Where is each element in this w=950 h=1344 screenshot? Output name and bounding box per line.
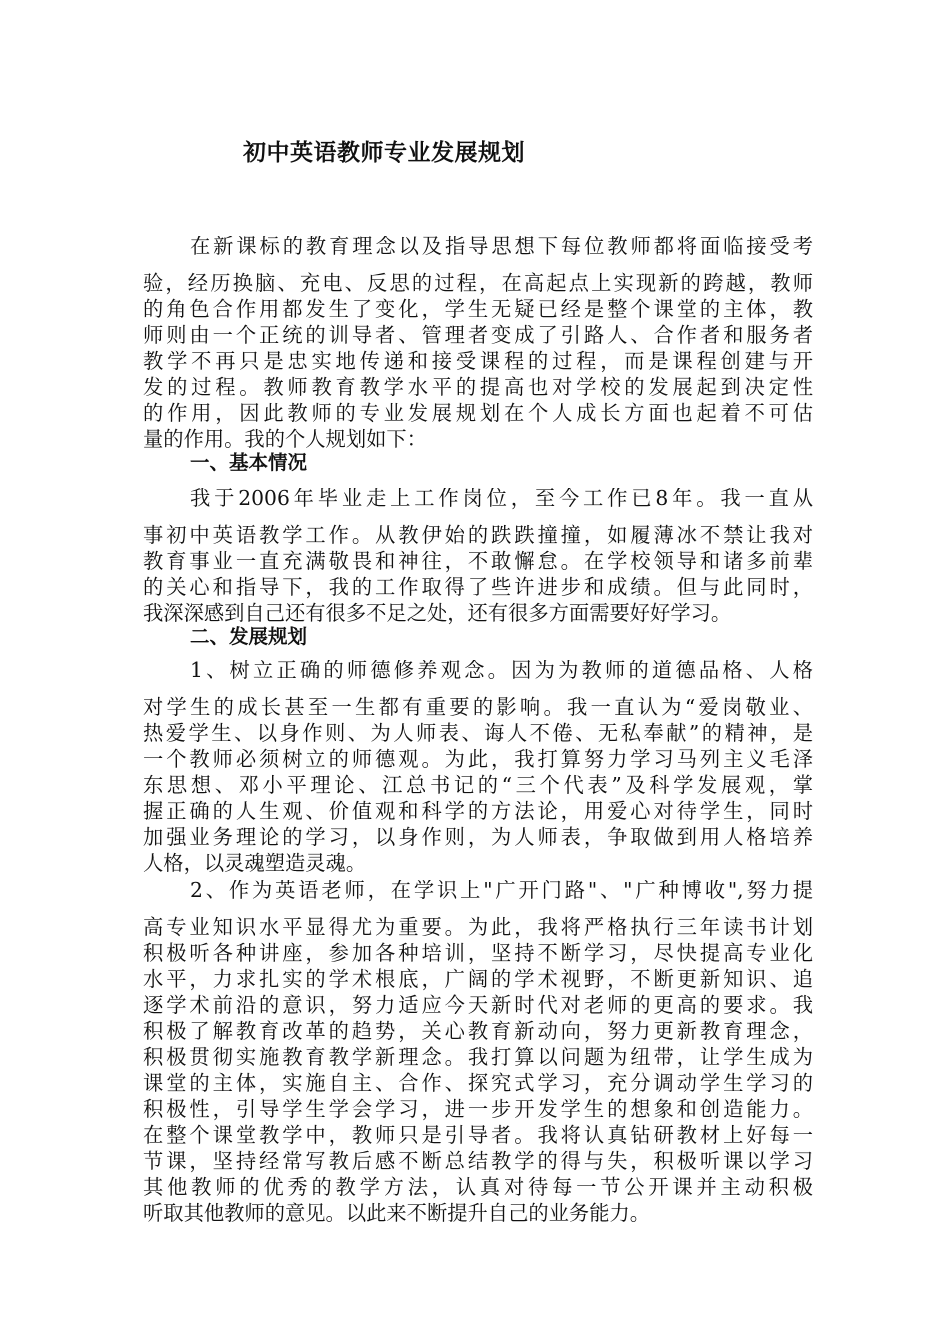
section-heading-development-plan: 二、发展规划	[190, 625, 308, 648]
section-heading-basic-info: 一、基本情况	[190, 451, 308, 474]
text-line: 量的作用。我的个人规划如下：	[143, 427, 427, 451]
text-line: 验，经历换脑、充电、反思的过程，在高起点上实现新的跨越，教师	[143, 271, 813, 295]
paragraph-plan-ethics	[143, 660, 813, 876]
text-line: 节课，坚持经常写教后感不断总结教学的得与失，积极听课以学习	[143, 1149, 813, 1173]
text-line: 师则由一个正统的训导者、管理者变成了引路人、合作者和服务者	[143, 323, 813, 347]
text-line: 教育事业一直充满敬畏和神往，不敢懈怠。在学校领导和诸多前辈	[143, 549, 813, 573]
text-line: 东思想、邓小平理论、江总书记的“三个代表”及科学发展观，掌	[143, 773, 813, 797]
text-line: 握正确的人生观、价值观和科学的方法论，用爱心对待学生，同时	[143, 799, 813, 823]
text-line: 我于2006年毕业走上工作岗位，至今工作已8年。我一直从	[190, 488, 813, 510]
paragraph-basic-info	[143, 488, 813, 626]
text-line: 其他教师的优秀的教学方法，认真对待每一节公开课并主动积极	[143, 1175, 813, 1199]
text-line: 在新课标的教育理念以及指导思想下每位教师都将面临接受考	[190, 236, 813, 258]
text-line: 1、树立正确的师德修养观念。因为为教师的道德品格、人格	[190, 660, 813, 682]
text-line: 积极听各种讲座，参加各种培训，坚持不断学习，尽快提高专业化	[143, 941, 813, 965]
text-line: 教学不再只是忠实地传递和接受课程的过程，而是课程创建与开	[143, 349, 813, 373]
text-line: 发的过程。教师教育教学水平的提高也对学校的发展起到决定性	[143, 375, 813, 399]
text-line: 在整个课堂教学中，教师只是引导者。我将认真钻研教材上好每一	[143, 1123, 813, 1147]
text-line: 水平，力求扎实的学术根底，广阔的学术视野，不断更新知识、追	[143, 967, 813, 991]
text-line: 我深深感到自己还有很多不足之处，还有很多方面需要好好学习。	[143, 601, 732, 625]
text-line: 的角色合作用都发生了变化，学生无疑已经是整个课堂的主体，教	[143, 297, 813, 321]
text-line: 积极性，引导学生学会学习，进一步开发学生的想象和创造能力。	[143, 1097, 813, 1121]
document-title: 初中英语教师专业发展规划	[243, 140, 525, 166]
text-line: 对学生的成长甚至一生都有重要的影响。我一直认为“爱岗敬业、	[143, 695, 813, 719]
text-line: 积极贯彻实施教育教学新理念。我打算以问题为纽带，让学生成为	[143, 1045, 813, 1069]
text-line: 人格，以灵魂塑造灵魂。	[143, 851, 367, 875]
text-line: 热爱学生、以身作则、为人师表、诲人不倦、无私奉献”的精神，是	[143, 721, 813, 745]
text-line: 听取其他教师的意见。以此来不断提升自己的业务能力。	[143, 1201, 651, 1225]
text-line: 课堂的主体，实施自主、合作、探究式学习，充分调动学生学习的	[143, 1071, 813, 1095]
text-line: 的作用，因此教师的专业发展规划在个人成长方面也起着不可估	[143, 401, 813, 425]
text-line: 一个教师必须树立的师德观。为此，我打算努力学习马列主义毛泽	[143, 747, 813, 771]
text-line: 2、作为英语老师，在学识上"广开门路"、"广种博收",努力提	[190, 880, 813, 902]
text-line: 高专业知识水平显得尤为重要。为此，我将严格执行三年读书计划	[143, 915, 813, 939]
text-line: 积极了解教育改革的趋势，关心教育新动向，努力更新教育理念，	[143, 1019, 813, 1043]
paragraph-plan-knowledge	[143, 880, 813, 1226]
text-line: 的关心和指导下，我的工作取得了些许进步和成绩。但与此同时，	[143, 575, 813, 599]
paragraph-intro	[143, 236, 813, 452]
text-line: 逐学术前沿的意识，努力适应今天新时代对老师的更高的要求。我	[143, 993, 813, 1017]
text-line: 加强业务理论的学习，以身作则，为人师表，争取做到用人格培养	[143, 825, 813, 849]
text-line: 事初中英语教学工作。从教伊始的跌跌撞撞，如履薄冰不禁让我对	[143, 523, 813, 547]
